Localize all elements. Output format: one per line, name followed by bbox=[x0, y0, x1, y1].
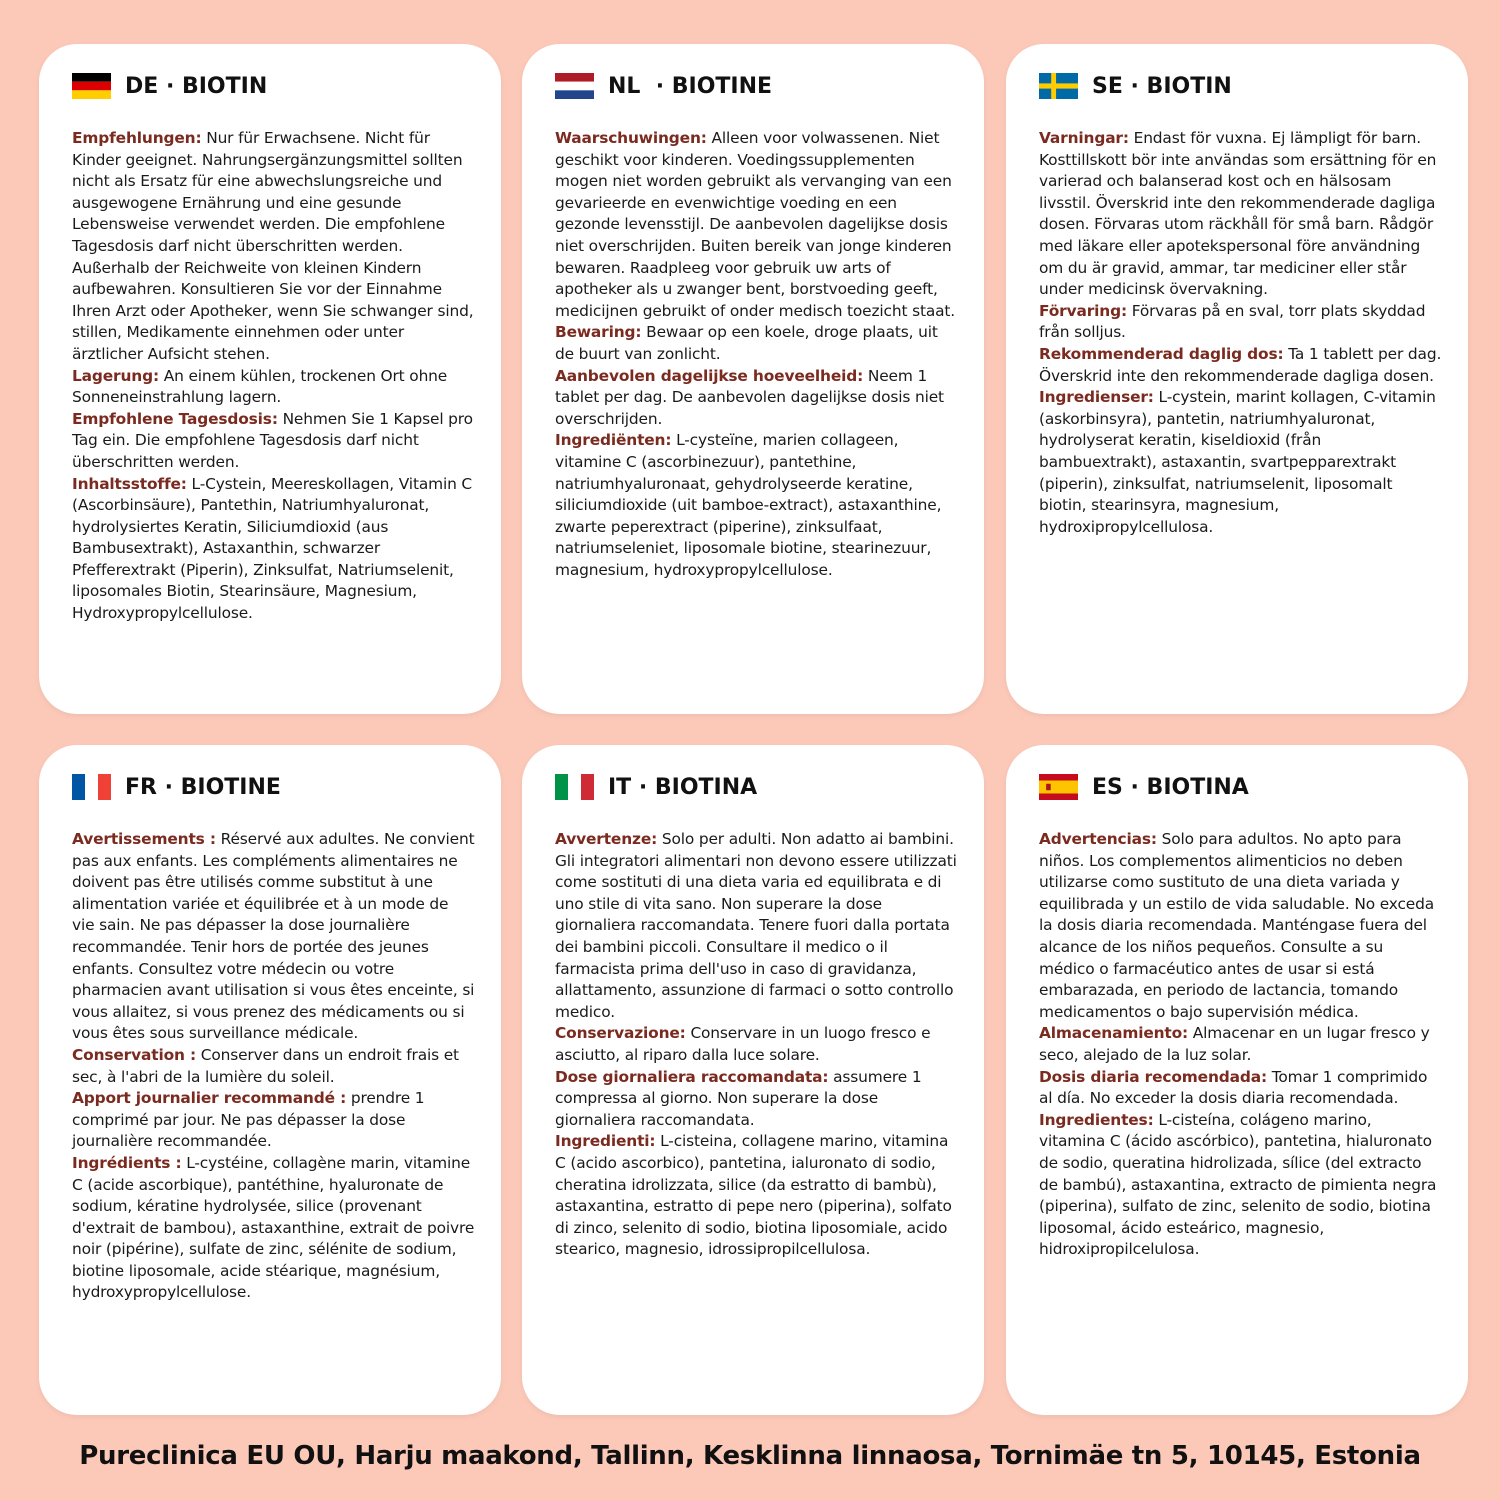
card-title: NL · BIOTINE bbox=[608, 73, 773, 99]
card-header bbox=[72, 66, 475, 106]
section-storage: Conservation : Conserver dans un endroit frais et sec, à l'abri de la lumière du soleil. bbox=[72, 1045, 459, 1086]
section-warnings: Waarschuwingen: Alleen voor volwassenen. Niet geschikt voor kinderen. Voedingssupplementen mogen niet worden gebruikt als vervanging van een gevarieerde en evenwichtige voeding en een gezonde levensstijl. De aanbevolen dagelijkse dosis niet overschrijden. Buiten bereik van jonge kinderen bewaren. Raadpleeg voor gebruik uw arts of apotheker als u zwanger bent, borstvoeding geeft, medicijnen gebruikt of onder medisch toezicht staat. bbox=[555, 129, 956, 320]
section-daily-dose: Empfohlene Tagesdosis: Nehmen Sie 1 Kapsel pro Tag ein. Die empfohlene Tagesdosis darf nicht überschritten werden. bbox=[72, 409, 473, 471]
section-storage: Almacenamiento: Almacenar en un lugar fresco y seco, alejado de la luz solar. bbox=[1039, 1024, 1430, 1064]
section-ingredients: Ingrédients : L-cystéine, collagène marin, vitamine C (acide ascorbique), pantéthine, hyaluronate de sodium, kératine hydrolysée, silice (provenant d'extrait de bambou), astaxanthine, extrait de poivre noir (pipérine), sulfate de zinc, sélénite de sodium, biotine liposomale, acide stéarique, magnésium, hydroxypropylcellulose. bbox=[72, 1153, 475, 1302]
card-body bbox=[555, 128, 958, 581]
spain-flag-icon bbox=[1039, 774, 1078, 800]
card-body bbox=[72, 128, 475, 625]
card-header bbox=[555, 767, 958, 807]
section-warnings: Varningar: Endast för vuxna. Ej lämpligt för barn. Kosttillskott bör inte användas som ersättning för en varierad och balanserad kost och en hälsosam livsstil. Överskrid inte den rekommenderade dagliga dosen. Förvaras utom räckhåll för små barn. Rådgör med läkare eller apotekspersonal före användning om du är gravid, ammar, tar mediciner eller står under medicinsk övervakning. bbox=[1039, 129, 1437, 299]
sweden-flag-icon bbox=[1039, 73, 1078, 99]
section-warnings: Advertencias: Solo para adultos. No apto para niños. Los complementos alimenticios no deben utilizarse como sustituto de una dieta variada y equilibrada y un estilo de vida saludable. No exceda la dosis diaria recomendada. Manténgase fuera del alcance de los niños pequeños. Consulte a su médico o farmacéutico antes de usar si está embarazada, en periodo de lactancia, tomando medicamentos o bajo supervisión médica. bbox=[1039, 830, 1435, 1021]
section-daily-dose: Dose giornaliera raccomandata: assumere 1 compressa al giorno. Non superare la dose giornaliera raccomandata. bbox=[555, 1067, 922, 1129]
italy-flag-icon bbox=[555, 774, 594, 800]
card-body bbox=[1039, 128, 1442, 538]
section-storage: Bewaring: Bewaar op een koele, droge plaats, uit de buurt van zonlicht. bbox=[555, 323, 938, 363]
card-body bbox=[555, 829, 958, 1261]
card-body bbox=[1039, 829, 1442, 1261]
card-title: DE · BIOTIN bbox=[125, 73, 268, 99]
card-se bbox=[1006, 44, 1468, 714]
germany-flag-icon bbox=[72, 73, 111, 99]
card-es bbox=[1006, 745, 1468, 1415]
card-title: IT · BIOTINA bbox=[608, 774, 758, 800]
card-header bbox=[1039, 767, 1442, 807]
section-daily-dose: Dosis diaria recomendada: Tomar 1 comprimido al día. No exceder la dosis diaria recomendada. bbox=[1039, 1067, 1428, 1108]
section-ingredients: Ingredienser: L-cystein, marint kollagen, C-vitamin (askorbinsyra), pantetin, natriumhyaluronat, hydrolyserat keratin, kiseldioxid (från bambuextrakt), astaxantin, svartpepparextrakt (piperin), zinksulfat, natriumselenit, liposomalt biotin, stearinsyra, magnesium, hydroxipropylcellulosa. bbox=[1039, 388, 1436, 536]
section-storage: Conservazione: Conservare in un luogo fresco e asciutto, al riparo dalla luce solare. bbox=[555, 1024, 931, 1064]
card-header bbox=[1039, 66, 1442, 106]
france-flag-icon bbox=[72, 774, 111, 800]
card-header bbox=[555, 66, 958, 106]
section-daily-dose: Aanbevolen dagelijkse hoeveelheid: Neem 1 tablet per dag. De aanbevolen dagelijkse dosis niet overschrijden. bbox=[555, 366, 944, 428]
section-storage: Lagerung: An einem kühlen, trockenen Ort ohne Sonneneinstrahlung lagern. bbox=[72, 366, 448, 407]
section-daily-dose: Rekommenderad daglig dos: Ta 1 tablett per dag. Överskrid inte den rekommenderade dagliga dosen. bbox=[1039, 344, 1442, 385]
section-storage: Förvaring: Förvaras på en sval, torr plats skyddad från solljus. bbox=[1039, 301, 1426, 342]
section-ingredients: Inhaltsstoffe: L-Cystein, Meereskollagen, Vitamin C (Ascorbinsäure), Pantethin, Natriumhyaluronat, hydrolysiertes Keratin, Siliciumdioxid (aus Bambusextrakt), Astaxanthin, schwarzer Pfefferextrakt (Piperin), Zinksulfat, Natriumselenit, liposomales Biotin, Stearinsäure, Magnesium, Hydroxypropylcellulose. bbox=[72, 474, 473, 623]
section-warnings: Avertissements : Réservé aux adultes. Ne convient pas aux enfants. Les compléments alimentaires ne doivent pas être utilisés comme substitut à une alimentation variée et équilibrée et à un mode de vie sain. Ne pas dépasser la dose journalière recommandée. Tenir hors de portée des jeunes enfants. Consultez votre médecin ou votre pharmacien avant utilisation si vous êtes enceinte, si vous allaitez, si vous prenez des médicaments ou si vous êtes sous surveillance médicale. bbox=[72, 830, 475, 1043]
card-body bbox=[72, 829, 475, 1304]
card-title: SE · BIOTIN bbox=[1092, 73, 1232, 99]
section-warnings: Avvertenze: Solo per adulti. Non adatto ai bambini. Gli integratori alimentari non devono essere utilizzati come sostituti di una dieta varia ed equilibrata e di uno stile di vita sano. Non superare la dose giornaliera raccomandata. Tenere fuori dalla portata dei bambini piccoli. Consultare il medico o il farmacista prima dell'uso in caso di gravidanza, allattamento, assunzione di farmaci o sotto controllo medico. bbox=[555, 830, 957, 1021]
section-ingredients: Ingredienti: L-cisteina, collagene marino, vitamina C (acido ascorbico), pantetina, ialuronato di sodio, cheratina idrolizzata, silice (da estratto di bambù), astaxantina, estratto di pepe nero (piperina), solfato di zinco, selenito di sodio, biotina liposomiale, acido stearico, magnesio, idrossipropilcellulosa. bbox=[555, 1132, 952, 1259]
section-daily-dose: Apport journalier recommandé : prendre 1 comprimé par jour. Ne pas dépasser la dose journalière recommandée. bbox=[72, 1089, 425, 1151]
netherlands-flag-icon bbox=[555, 73, 594, 99]
card-nl bbox=[522, 44, 984, 714]
card-title: FR · BIOTINE bbox=[125, 774, 281, 800]
card-fr bbox=[39, 745, 501, 1415]
section-warnings: Empfehlungen: Nur für Erwachsene. Nicht für Kinder geeignet. Nahrungsergänzungsmittel sollten nicht als Ersatz für eine abwechslungsreiche und ausgewogene Ernährung und eine gesunde Lebensweise verwendet werden. Die empfohlene Tagesdosis darf nicht überschritten werden. Außerhalb der Reichweite von kleinen Kindern aufbewahren. Konsultieren Sie vor der Einnahme Ihren Arzt oder Apotheker, wenn Sie schwanger sind, stillen, Medikamente einnehmen oder unter ärztlicher Aufsicht stehen. bbox=[72, 129, 474, 363]
section-ingredients: Ingrediënten: L-cysteïne, marien collageen, vitamine C (ascorbinezuur), pantethine, natriumhyaluronaat, gehydrolyseerde keratine, siliciumdioxide (uit bamboe-extract), astaxanthine, zwarte peperextract (piperine), zinksulfaat, natriumseleniet, liposomale biotine, stearinezuur, magnesium, hydroxypropylcellulose. bbox=[555, 431, 942, 579]
card-header bbox=[72, 767, 475, 807]
card-de bbox=[39, 44, 501, 714]
company-address-footer: Pureclinica EU OU, Harju maakond, Tallinn, Kesklinna linnaosa, Tornimäe tn 5, 10145, Estonia bbox=[79, 1441, 1421, 1471]
card-it bbox=[522, 745, 984, 1415]
section-ingredients: Ingredientes: L-cisteína, colágeno marino, vitamina C (ácido ascórbico), pantetina, hialuronato de sodio, queratina hidrolizada, sílice (del extracto de bambú), astaxantina, extracto de pimienta negra (piperina), sulfato de zinc, selenito de sodio, biotina liposomal, ácido esteárico, magnesio, hidroxipropilcelulosa. bbox=[1039, 1110, 1437, 1259]
card-title: ES · BIOTINA bbox=[1092, 774, 1249, 800]
